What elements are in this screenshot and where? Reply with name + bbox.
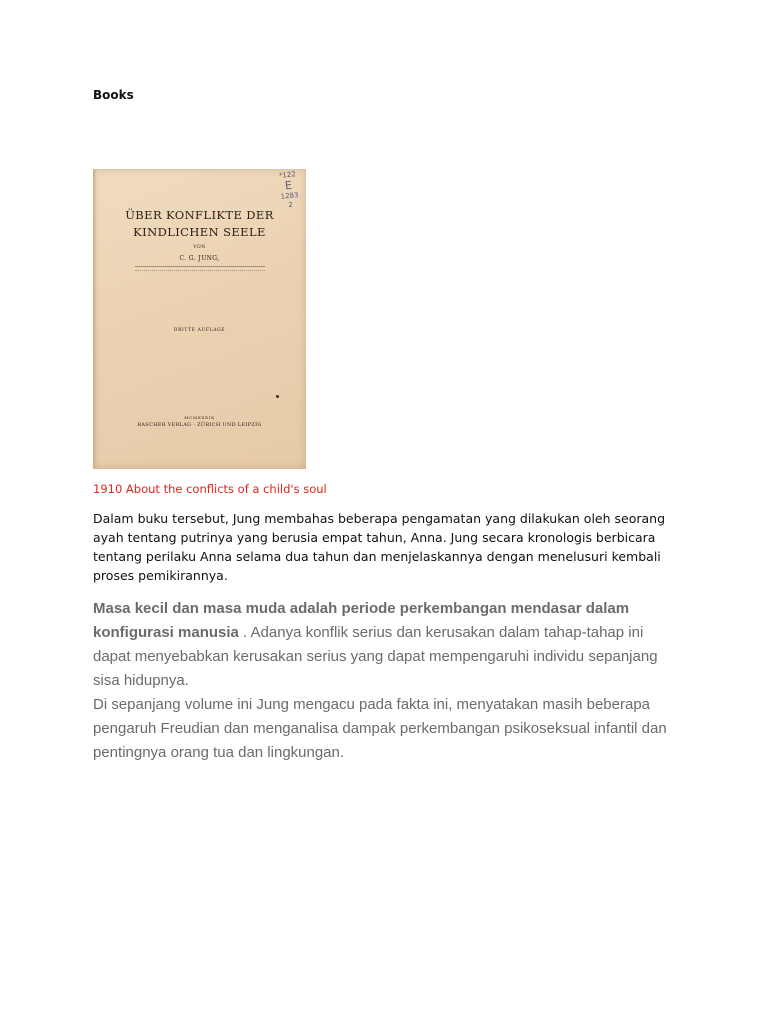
cover-title-line-2: KINDLICHEN SEELE (133, 225, 266, 239)
cover-publisher: RASCHER VERLAG · ZÜRICH UND LEIPZIG (137, 422, 262, 428)
pencil-mark-bottom: 2 (287, 200, 294, 210)
pencil-mark-letter: E (284, 178, 293, 193)
cover-von: VON (193, 245, 206, 250)
pencil-mark-number: 1283 (280, 191, 299, 201)
commentary-second: Di sepanjang volume ini Jung mengacu pada fakta ini, menyatakan masih beberapa pengaruh Freudian dan menganalisa dampak perkembangan psikoseksual infantil dan pentingnya orang tua dan lingkungan. (93, 696, 667, 761)
cover-edition: DRITTE AUFLAGE (173, 328, 226, 333)
commentary-rest: . Adanya konflik serius dan kerusakan dalam tahap-tahap ini dapat menyebabkan kerusakan serius yang dapat mempengaruhi individu sepanjang sisa hidupnya. (93, 624, 658, 689)
pencil-mark (276, 170, 302, 211)
page-heading: Books (93, 88, 134, 102)
cover-affiliation-line (135, 266, 265, 271)
book-cover-image (93, 169, 306, 469)
pencil-mark-top: *122 (278, 170, 297, 180)
cover-author: C. G. JUNG, (179, 255, 220, 262)
book-caption: 1910 About the conflicts of a child's soul (93, 482, 327, 496)
commentary-paragraph (93, 597, 683, 765)
description-paragraph: Dalam buku tersebut, Jung membahas beberapa pengamatan yang dilakukan oleh seorang ayah tentang putrinya yang berusia empat tahun, Anna. Jung secara kronologis berbicara tentang perilaku Anna selama dua tahun dan menjelaskannya dengan menelusuri kembali proses pemikirannya. (93, 511, 666, 583)
cover-dot (276, 395, 279, 398)
cover-title (93, 207, 306, 241)
cover-title-line-1: ÜBER KONFLIKTE DER (125, 208, 274, 222)
cover-year: MCMXXXIX (184, 415, 215, 420)
commentary-lead: Masa kecil dan masa muda adalah periode perkembangan mendasar dalam konfigurasi manusia (93, 600, 630, 641)
